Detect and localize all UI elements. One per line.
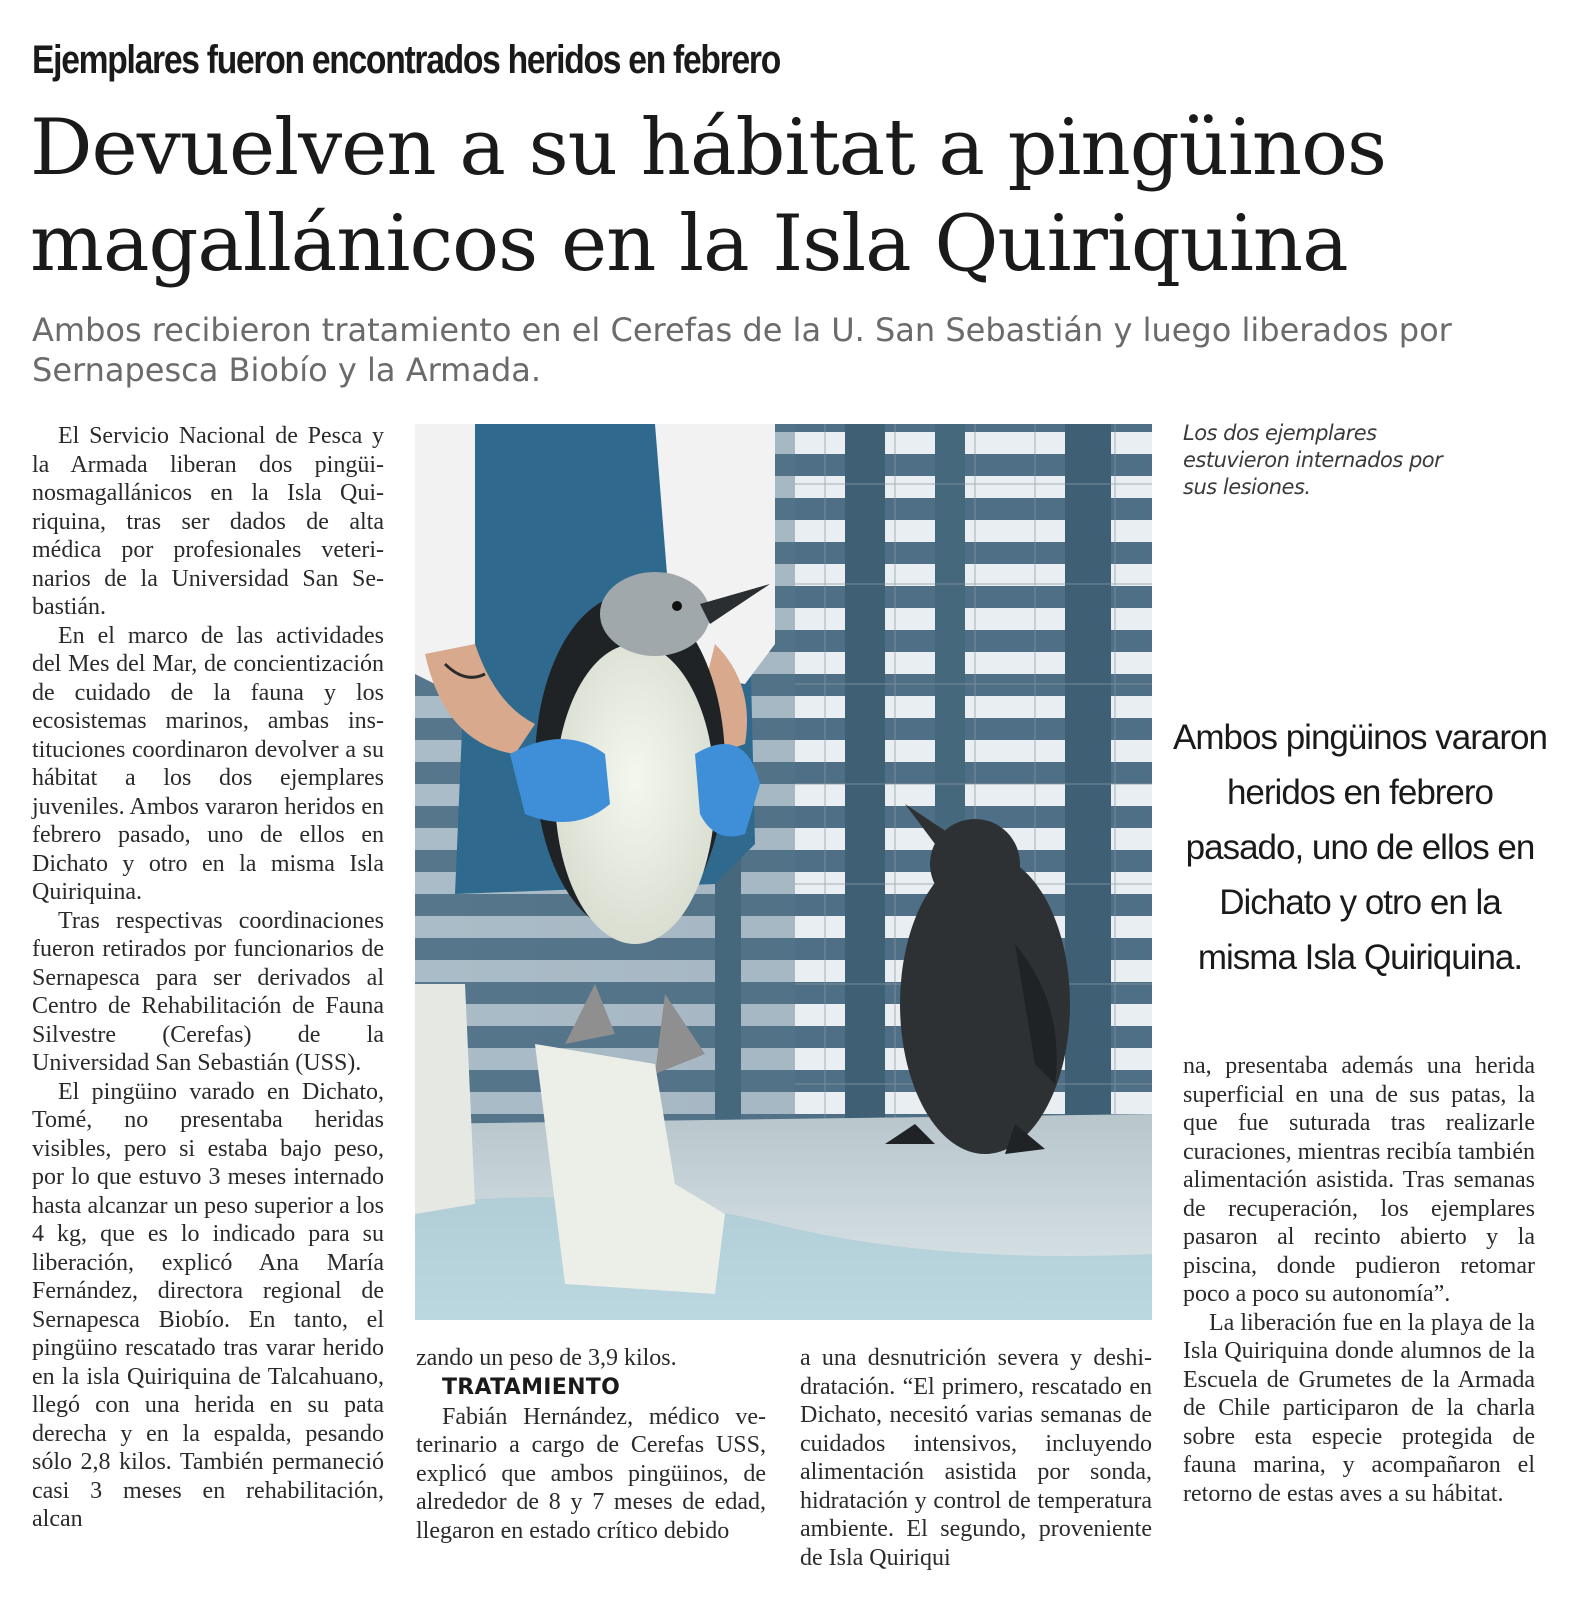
body-paragraph: zando un peso de 3,9 kilos. [416, 1345, 677, 1371]
headline-line-2: magallánicos en la Isla Quiriquina [30, 199, 1348, 289]
article-headline [30, 100, 1530, 292]
article-kicker: Ejemplares fueron encontrados heridos en febrero [32, 38, 780, 82]
body-paragraph: na, presentaba además una herida superficial en una de sus patas, la que fue suturada tras realizarle curaciones, mientras recibía también alimentación asistida. Tras semanas de recuperación, los ejemplares pasaron al recinto abierto y la piscina, donde pudieron retomar poco a poco su autonomía”. [1183, 1053, 1535, 1307]
deck-line-1: Ambos recibieron tratamiento en el Cerefas de la U. San Sebastián y luego liberados por [32, 311, 1452, 349]
body-column-2 [416, 1344, 766, 1545]
body-paragraph: El pingüino varado en Dichato, Tomé, no presentaba heridas visibles, pero si estaba bajo peso, por lo que estuvo 3 meses internado hasta alcanzar un peso superior a los 4 kg, que es lo indicado para su liberación, explicó Ana María Fernández, directora regional de Sernapesca Biobío. En tanto, el pingüino rescatado tras varar herido en la isla Quiriquina de Talcahuano, llegó con una herida en su pata derecha y en la espalda, pesando sólo 2,8 kilos. También permaneció casi 3 meses en rehabilitación, alcan [32, 1078, 384, 1532]
deck-line-2: Sernapesca Biobío y la Armada. [32, 351, 542, 389]
body-paragraph: La liberación fue en la playa de la Isla Quiriquina donde alumnos de la Escuela de Grumetes de la Armada de Chile participaron de la charla sobre esta especie protegida de fauna marina, y acompañaron el retorno de estas aves a su hábitat. [1183, 1309, 1535, 1507]
headline-line-1: Devuelven a su hábitat a pingüinos [30, 103, 1387, 193]
pull-quote: Ambos pingüinos vararon heridos en febrero pasado, uno de ellos en Dichato y otro en la misma Isla Quiriquina. [1173, 718, 1547, 977]
section-subhead: TRATAMIENTO [442, 1374, 621, 1400]
body-paragraph: Fabián Hernández, médico veterinario a cargo de Cerefas USS, explicó que ambos pingüinos, de alrededor de 8 y 7 meses de edad, llegaron en estado crítico debido [416, 1403, 766, 1544]
body-paragraph: Tras respectivas coordinaciones fueron retirados por funcionarios de Sernapesca para ser derivados al Centro de Rehabilitación de Fauna Silvestre (Cerefas) de la Universidad San Sebastián (USS). [32, 907, 384, 1076]
photo-caption: Los dos ejemplares estuvieron internados por sus lesiones. [1183, 421, 1443, 499]
body-paragraph: El Servicio Nacional de Pesca y la Armada liberan dos pingüinosmagallánicos en la Isla Quiriquina, tras ser dados de alta médica por profesionales veterinarios de la Universidad San Sebastián. [32, 423, 384, 620]
penguin-photo-illustration [415, 424, 1152, 1320]
body-column-1 [32, 422, 384, 1534]
penguin-photo [415, 424, 1152, 1320]
body-paragraph: En el marco de las actividades del Mes del Mar, de concientización de cuidado de la fauna y los ecosistemas marinos, ambas instituciones coordinaron devolver a su hábitat a los dos ejemplares juveniles. Ambos vararon heridos en febrero pasado, uno de ellos en Dichato y otro en la misma Isla Quiriquina. [32, 622, 384, 905]
body-column-3 [800, 1344, 1152, 1572]
article-deck [32, 310, 1492, 390]
body-column-4 [1183, 1052, 1535, 1508]
body-paragraph: a una desnutrición severa y deshidratación. “El primero, rescatado en Dichato, necesitó varias semanas de cuidados intensivos, incluyendo alimentación asistida por sonda, hidratación y control de temperatura ambiente. El segundo, proveniente de Isla Quiriqui [800, 1345, 1152, 1571]
